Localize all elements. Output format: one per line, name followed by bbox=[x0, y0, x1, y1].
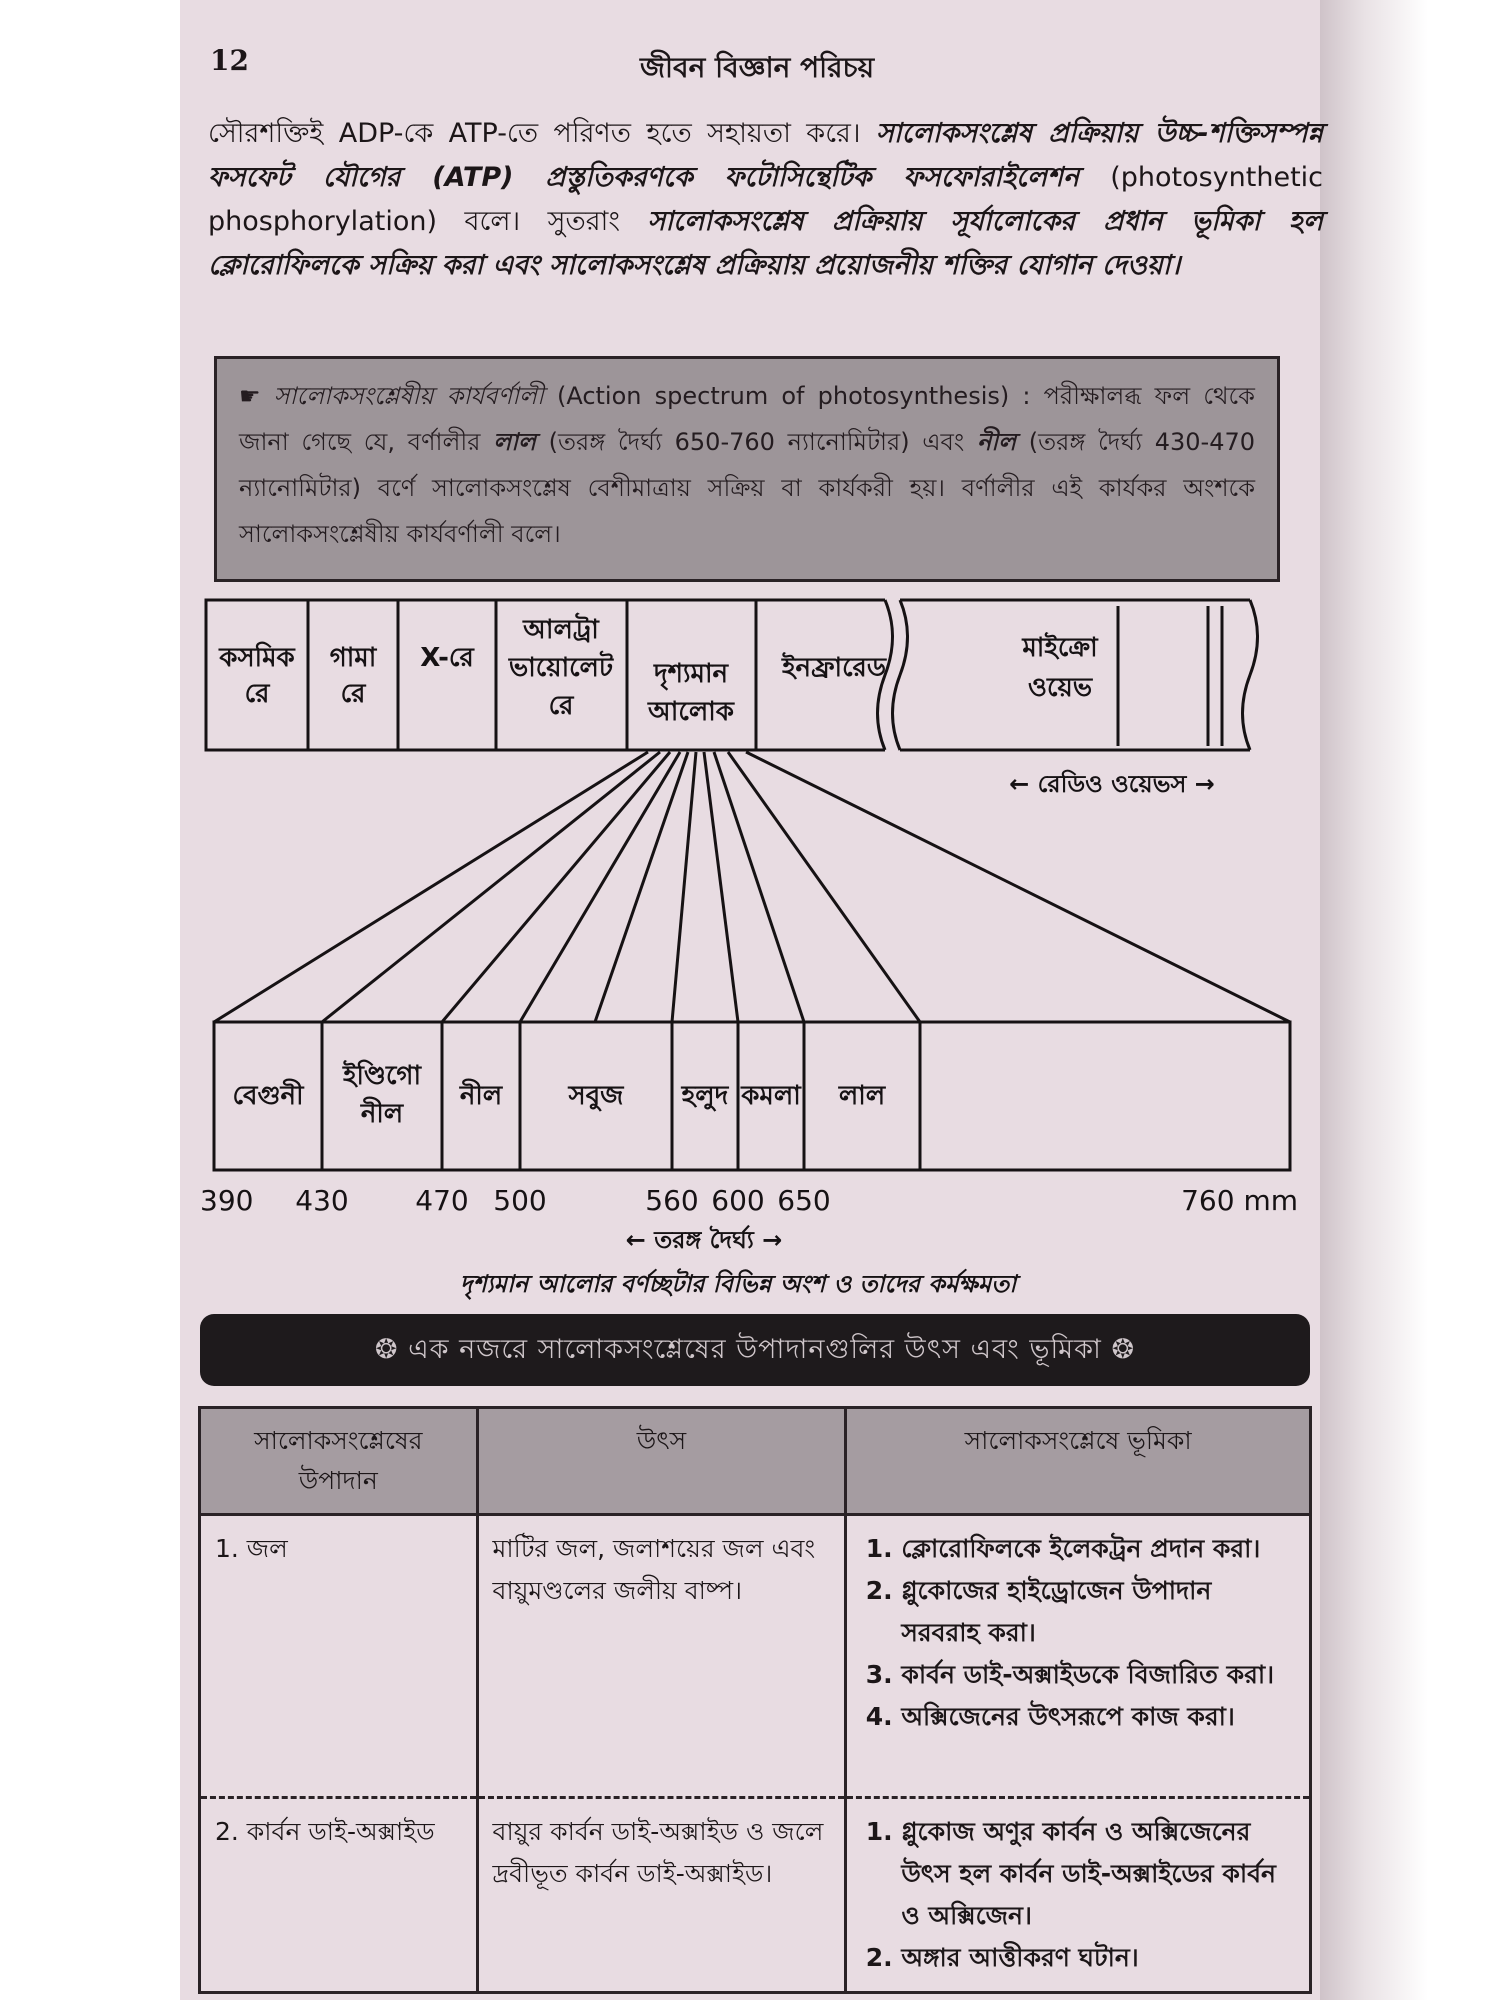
blue-highlight: নীল bbox=[976, 428, 1017, 456]
cosmic-ray-label: কসমিক bbox=[219, 643, 295, 673]
table-row bbox=[200, 1798, 1311, 1993]
action-spectrum-text-3: (তরঙ্গ দৈর্ঘ্য 430-470 ন্যানোমিটার) বর্ণে সালোকসংশ্লেষ বেশীমাত্রায় সক্রিয় বা কার্যকরী হয়। বর্ণালীর এই কার্যকর অংশকে সালোকসংশ্লেষীয় কার্যবর্ণালী বলে। bbox=[239, 428, 1256, 548]
summary-banner: ❂ এক নজরে সালোকসংশ্লেষের উপাদানগুলির উৎস এবং ভূমিকা ❂ bbox=[200, 1314, 1310, 1386]
header-component: সালোকসংশ্লেষের উপাদান bbox=[200, 1408, 478, 1515]
scan-margin bbox=[1320, 0, 1500, 2000]
running-title: জীবন বিজ্ঞান পরিচয় bbox=[640, 51, 875, 84]
action-spectrum-box bbox=[214, 356, 1280, 582]
cosmic-ray-label-2: রে bbox=[244, 679, 270, 709]
wavelength-tick-label: 430 bbox=[295, 1184, 349, 1217]
intro-emphasis-2: সালোকসংশ্লেষ প্রক্রিয়ায় সূর্যালোকের প্রধান ভূমিকা হল ক্লোরোফিলকে সক্রিয় করা এবং সালোকসংশ্লেষ প্রক্রিয়ায় প্রয়োজনীয় শক্তির যোগান দেওয়া। bbox=[208, 206, 1323, 281]
role-cell bbox=[846, 1515, 1311, 1798]
band-label: হলুদ bbox=[681, 1081, 729, 1111]
component-cell: 1. জল bbox=[200, 1515, 478, 1798]
table-row bbox=[200, 1515, 1311, 1798]
summary-table bbox=[198, 1406, 1312, 1994]
uv-label-3: রে bbox=[548, 691, 574, 721]
band-label: নীল bbox=[360, 1099, 404, 1129]
diagram-caption: দৃশ্যমান আলোর বর্ণচ্ছটার বিভিন্ন অংশ ও তাদের কর্মক্ষমতা bbox=[459, 1270, 1017, 1298]
table-header-row bbox=[200, 1408, 1311, 1515]
wavelength-tick-label: 760 mm bbox=[1181, 1184, 1298, 1217]
action-spectrum-heading: সালোকসংশ্লেষীয় কার্যবর্ণালী bbox=[273, 382, 544, 410]
red-highlight: লাল bbox=[493, 428, 536, 456]
electromagnetic-spectrum-diagram bbox=[200, 596, 1310, 1306]
intro-sentence-1: সৌরশক্তিই ADP-কে ATP-তে পরিণত হতে সহায়তা করে। bbox=[208, 118, 861, 149]
wavelength-tick-label: 600 bbox=[711, 1184, 765, 1217]
band-label: নীল bbox=[459, 1081, 503, 1111]
role-item: 3. কার্বন ডাই-অক্সাইডকে বিজারিত করা। bbox=[901, 1654, 1295, 1696]
infrared-label: ইনফ্রারেড bbox=[782, 653, 886, 683]
microwave-label: মাইক্রো bbox=[1022, 633, 1098, 663]
visible-light-label: দৃশ্যমান bbox=[653, 659, 729, 689]
radio-waves-label: ← রেডিও ওয়েভস → bbox=[1009, 770, 1215, 798]
visible-light-label-2: আলোক bbox=[648, 697, 734, 727]
x-ray-label: X-রে bbox=[420, 643, 474, 673]
wavelength-tick-label: 560 bbox=[645, 1184, 699, 1217]
pointing-hand-icon: ☛ bbox=[239, 382, 261, 410]
role-item: 2. গ্লুকোজের হাইড্রোজেন উপাদান সরবরাহ করা। bbox=[901, 1570, 1295, 1654]
source-cell: মাটির জল, জলাশয়ের জল এবং বায়ুমণ্ডলের জলীয় বাষ্প। bbox=[477, 1515, 846, 1798]
gamma-ray-label-2: রে bbox=[340, 679, 366, 709]
header-role: সালোকসংশ্লেষে ভূমিকা bbox=[846, 1408, 1311, 1515]
uv-label-2: ভায়োলেট bbox=[508, 653, 614, 683]
role-item: 4. অক্সিজেনের উৎসরূপে কাজ করা। bbox=[901, 1696, 1295, 1738]
wavelength-tick-label: 500 bbox=[493, 1184, 547, 1217]
band-label: লাল bbox=[838, 1081, 886, 1111]
component-cell: 2. কার্বন ডাই-অক্সাইড bbox=[200, 1798, 478, 1993]
wavelength-tick-label: 650 bbox=[777, 1184, 831, 1217]
band-label: কমলা bbox=[741, 1081, 801, 1111]
band-label: বেগুনী bbox=[232, 1081, 304, 1111]
action-spectrum-heading-en: (Action spectrum of photosynthesis) : bbox=[556, 382, 1031, 410]
microwave-label-2: ওয়েভ bbox=[1027, 673, 1093, 703]
role-cell bbox=[846, 1798, 1311, 1993]
role-item: 2. অঙ্গার আত্তীকরণ ঘটান। bbox=[901, 1937, 1295, 1979]
visible-bands bbox=[232, 1059, 886, 1129]
action-spectrum-text-2: (তরঙ্গ দৈর্ঘ্য 650-760 ন্যানোমিটার) এবং bbox=[548, 428, 965, 456]
source-cell: বায়ুর কার্বন ডাই-অক্সাইড ও জলে দ্রবীভূত কার্বন ডাই-অক্সাইড। bbox=[477, 1798, 846, 1993]
wavelength-tick-label: 470 bbox=[415, 1184, 469, 1217]
gamma-ray-label: গামা bbox=[329, 643, 377, 673]
intro-emphasis-1: সালোকসংশ্লেষ প্রক্রিয়ায় উচ্চ-শক্তিসম্পন্ন ফসফেট যৌগের (ATP) প্রস্তুতিকরণকে ফটোসিন্থেটিক ফসফোরাইলেশন bbox=[208, 118, 1323, 193]
role-item: 1. গ্লুকোজ অণুর কার্বন ও অক্সিজেনের উৎস হল কার্বন ডাই-অক্সাইডের কার্বন ও অক্সিজেন। bbox=[901, 1811, 1295, 1937]
band-label: সবুজ bbox=[568, 1081, 624, 1111]
uv-label: আলট্রা bbox=[523, 615, 599, 645]
wavelength-axis-label: ← তরঙ্গ দৈর্ঘ্য → bbox=[625, 1226, 783, 1254]
wavelength-tick-label: 390 bbox=[200, 1184, 254, 1217]
role-item: 1. ক্লোরোফিলকে ইলেকট্রন প্রদান করা। bbox=[901, 1528, 1295, 1570]
page-number: 12 bbox=[210, 44, 249, 77]
intro-paragraph bbox=[208, 112, 1323, 288]
band-label: ইণ্ডিগো bbox=[342, 1061, 422, 1091]
intro-sentence-3: (photosynthetic phosphorylation) বলে। সুতরাং bbox=[208, 162, 1323, 237]
wavelength-ticks bbox=[200, 1184, 1298, 1217]
action-spectrum-text-1: পরীক্ষালব্ধ ফল থেকে জানা গেছে যে, বর্ণালীর bbox=[239, 382, 1255, 456]
header-source: উৎস bbox=[477, 1408, 846, 1515]
